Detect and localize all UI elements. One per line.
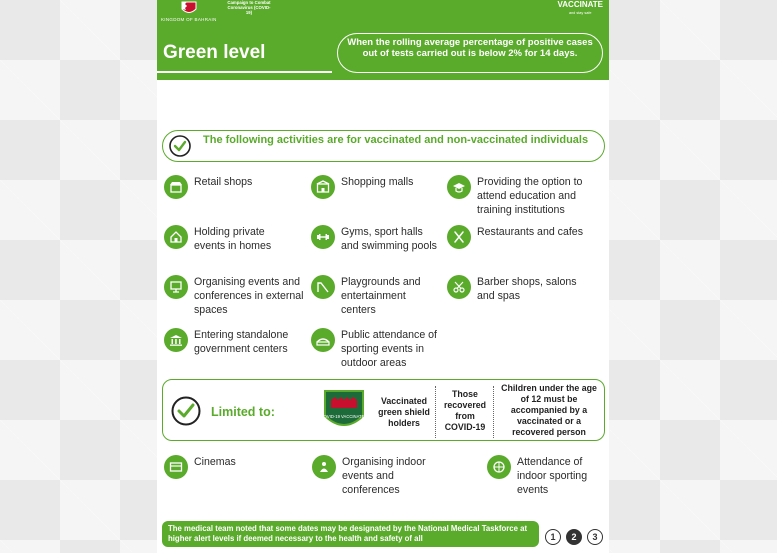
activity-item <box>164 328 309 356</box>
check-circle-icon <box>171 396 201 426</box>
activity-item <box>447 225 597 249</box>
shop-icon <box>164 175 188 199</box>
activity-label: Providing the option to attend education and training institutions <box>477 176 583 216</box>
activity-item <box>311 225 441 253</box>
activity-label: Playgrounds and entertainment centers <box>341 276 421 316</box>
activity-item <box>447 175 607 217</box>
activity-item <box>311 275 441 317</box>
mall-icon <box>311 175 335 199</box>
cutlery-icon <box>447 225 471 249</box>
indoor-sport-icon <box>487 455 511 479</box>
kingdom-label: KINGDOM OF BAHRAIN <box>161 17 217 22</box>
gym-icon <box>311 225 335 249</box>
limited-activity-item <box>487 455 607 497</box>
stadium-icon <box>311 328 335 352</box>
scissors-icon <box>447 275 471 299</box>
check-circle-icon <box>169 135 191 157</box>
limited-children: Children under the age of 12 must be accompanied by a vaccinated or a recovered person <box>501 383 597 437</box>
vaccinate-logo <box>558 0 603 18</box>
government-building-icon <box>164 328 188 352</box>
activity-label: Barber shops, salons and spas <box>477 276 577 302</box>
activities-banner <box>162 130 605 162</box>
page-title: Green level <box>163 42 266 63</box>
activity-label: Cinemas <box>194 456 236 468</box>
activity-label: Shopping malls <box>341 176 414 188</box>
presentation-icon <box>164 275 188 299</box>
limited-activity-item <box>164 455 294 479</box>
green-shield-icon <box>320 388 368 434</box>
divider <box>493 386 494 438</box>
infographic-poster <box>157 0 609 553</box>
activity-item <box>447 275 597 303</box>
limited-label: Limited to: <box>211 405 275 419</box>
home-icon <box>164 225 188 249</box>
footer-note: The medical team noted that some dates may be designated by the National Medical Taskforce at higher alert levels if deemed necessary to the health and safety of all <box>162 521 539 547</box>
activity-label: Public attendance of sporting events in outdoor areas <box>341 329 438 369</box>
activity-item <box>311 328 446 370</box>
level-condition: When the rolling average percentage of positive cases out of tests carried out is below 2% for 14 days. <box>337 33 603 73</box>
activity-item <box>164 275 304 317</box>
activity-label: Holding private events in homes <box>194 226 272 252</box>
indoor-event-icon <box>312 455 336 479</box>
activity-label: Retail shops <box>194 176 253 188</box>
slide-icon <box>311 275 335 299</box>
activity-item <box>164 175 302 199</box>
limited-box <box>162 379 605 441</box>
limited-activity-item <box>312 455 452 497</box>
activity-label: Organising indoor events and conferences <box>342 456 426 496</box>
cinema-icon <box>164 455 188 479</box>
activity-item <box>164 225 294 253</box>
divider <box>435 386 436 438</box>
limited-vaccinated: Vaccinated green shield holders <box>378 396 430 428</box>
page-indicator-2[interactable]: 2 <box>566 529 582 545</box>
vaccinate-text: VACCINATE <box>557 0 603 9</box>
activity-label: Organising events and conferences in external spaces <box>194 276 304 316</box>
bahrain-emblem-icon <box>179 0 199 16</box>
shield-text: COVID-19 VACCINATED <box>320 414 368 419</box>
campaign-label: Campaign to Combat Coronavirus (COVID-19) <box>227 0 271 15</box>
page-indicator-3[interactable]: 3 <box>587 529 603 545</box>
limited-recovered: Those recovered from COVID-19 <box>443 389 487 432</box>
activity-item <box>311 175 446 199</box>
activity-label: Attendance of indoor sporting events <box>517 456 588 496</box>
title-underline <box>157 71 332 73</box>
activity-label: Restaurants and cafes <box>477 226 583 238</box>
activity-label: Entering standalone government centers <box>194 329 289 355</box>
header-bar <box>157 0 609 80</box>
page-indicator-1[interactable]: 1 <box>545 529 561 545</box>
banner-text: The following activities are for vaccinated and non-vaccinated individuals <box>203 134 589 146</box>
vaccinate-subtext: and stay safe <box>568 11 592 15</box>
graduation-cap-icon <box>447 175 471 199</box>
activity-label: Gyms, sport halls and swimming pools <box>341 226 437 252</box>
